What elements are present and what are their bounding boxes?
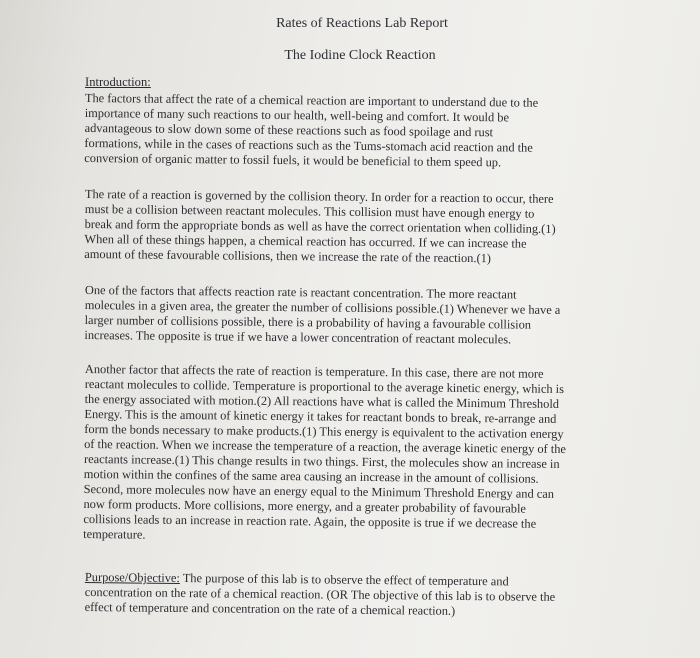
paragraph-line: The factors that affect the rate of a chemical reaction are important to understand due to the bbox=[84, 91, 539, 110]
paragraph-line: break and form the appropriate bonds as well as have the correct orientation when colliding.(1) bbox=[84, 216, 556, 236]
paragraph-line: formations, while in the cases of reactions such as the Tums-stomach acid reaction and the bbox=[84, 135, 533, 155]
paragraph-line: molecules in a given area, the greater the number of collisions possible.(1) Whenever we have a bbox=[84, 297, 561, 317]
paragraph-line: now form products. More collisions, more energy, and a greater probability of favourable bbox=[83, 496, 527, 516]
paragraph-line: collisions leads to an increase in reaction rate. Again, the opposite is true if we decrease the bbox=[83, 511, 537, 531]
report-title: Rates of Reactions Lab Report bbox=[276, 16, 448, 31]
paragraph-line: motion within the confines of the same area causing an increase in the amount of collisions. bbox=[83, 466, 539, 486]
paragraph-line: temperature. bbox=[83, 526, 146, 542]
paragraph-line: of the reaction. When we increase the temperature of a reaction, the average kinetic energy of the bbox=[84, 436, 567, 457]
purpose-first-line: The purpose of this lab is to observe the effect of temperature and bbox=[179, 570, 509, 589]
paragraph-line: concentration on the rate of a chemical reaction. (OR The objective of this lab is to observe the bbox=[84, 584, 556, 604]
paragraph-line: Energy. This is the amount of kinetic energy it takes for reactant bonds to break, re-arrange and bbox=[84, 406, 557, 426]
collision-theory-paragraph bbox=[84, 187, 625, 268]
report-subtitle: The Iodine Clock Reaction bbox=[284, 48, 436, 63]
paragraph-line: must be a collision between reactant molecules. This collision must have enough energy to bbox=[84, 201, 535, 221]
paragraph-line: One of the factors that affects reaction rate is reactant concentration. The more reactant bbox=[84, 283, 517, 302]
paragraph-line: amount of these favourable collisions, then we increase the rate of the reaction.(1) bbox=[84, 246, 492, 266]
paragraph-line: the energy associated with motion.(2) All reactions have what is called the Minimum Threshold bbox=[84, 391, 560, 411]
paragraph-line: The rate of a reaction is governed by the collision theory. In order for a reaction to occur, there bbox=[84, 187, 554, 206]
paragraph-line: larger number of collisions possible, there is a probability of having a favourable collision bbox=[84, 312, 532, 332]
paragraph-line: reactant molecules to collide. Temperature is proportional to the average kinetic energy, which is bbox=[84, 376, 565, 397]
paragraph-line: increases. The opposite is true if we have a lower concentration of reactant molecules. bbox=[84, 327, 512, 347]
paragraph-line: Another factor that affects the rate of reaction is temperature. In this case, there are not more bbox=[84, 362, 544, 381]
paragraph-line: When all of these things happen, a chemical reaction has occurred. If we can increase the bbox=[84, 231, 527, 251]
introduction-paragraph-1 bbox=[84, 91, 625, 172]
paragraph-line: advantageous to slow down some of these reactions such as food spoilage and rust bbox=[84, 120, 494, 140]
temperature-paragraph bbox=[83, 362, 625, 548]
paragraph-line: reactants increase.(1) This change results in two things. First, the molecules show an increase in bbox=[83, 451, 560, 471]
purpose-paragraph bbox=[85, 570, 625, 621]
purpose-heading: Purpose/Objective: bbox=[84, 570, 180, 585]
paragraph-line: conversion of organic matter to fossil fuels, it would be beneficial to them speed up. bbox=[84, 150, 502, 170]
paragraph-line: Second, more molecules now have an energy equal to the Minimum Threshold Energy and can bbox=[83, 481, 555, 501]
paragraph-line: effect of temperature and concentration on the rate of a chemical reaction.) bbox=[84, 599, 456, 618]
paragraph-line: form the bonds necessary to make products.(1) This energy is equivalent to the activation energy bbox=[84, 421, 564, 442]
paragraph-line: importance of many such reactions to our health, well-being and comfort. It would be bbox=[84, 105, 510, 125]
introduction-heading: Introduction: bbox=[85, 75, 151, 89]
concentration-paragraph bbox=[84, 283, 625, 349]
